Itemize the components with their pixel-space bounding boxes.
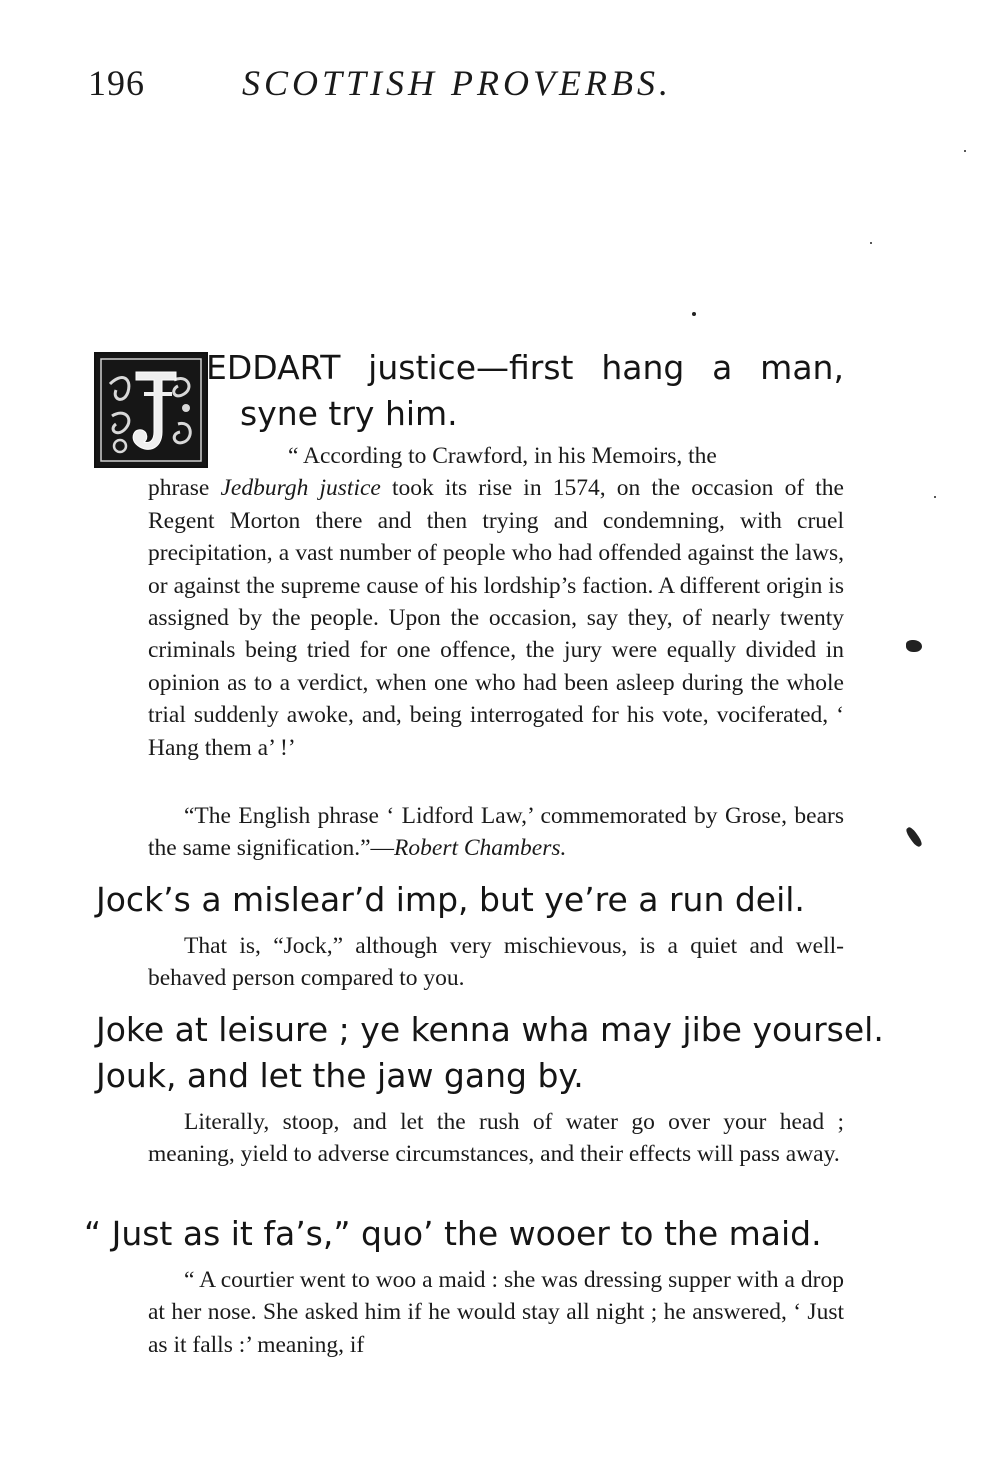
italic-phrase: Jedburgh justice [220,475,381,502]
commentary-jock [148,930,844,995]
commentary-first-line: “ According to Crawford, in his Memoirs, the [288,443,717,469]
commentary-courtier [148,1264,844,1361]
proverb-jeddart-justice [206,348,844,387]
proverb-joke-at-leisure: Joke at leisure ; ye kenna wha may jibe yoursel. [96,1010,884,1049]
commentary-text: “ A courtier went to woo a maid : she was dressing supper with a drop at her nose. She asked him if he would stay all night ; he answered, ‘ Just as it falls :’ meaning, if [148,1267,844,1358]
scan-speck [692,312,696,316]
running-title: SCOTTISH PROVERBS. [242,63,672,103]
scan-speck [964,150,966,152]
commentary-lidford [148,800,844,865]
scan-speck [906,640,922,652]
proverb-jocks-a-mislear-d-imp: Jock’s a mislear’d imp, but ye’re a run deil. [96,880,805,919]
commentary-text: Literally, stoop, and let the rush of water go over your head ; meaning, yield to adverse circumstances, and their effects will pass away. [148,1109,844,1168]
commentary-text: took its rise in 1574, on the occasion of the Regent Morton there and then trying and condemning, with cruel precipitation, a vast number of people who had offended against the laws, or against the supreme cause of his lordship’s faction. A different origin is assigned by the people. Upon the occasion, say they, of nearly twenty criminals being tried for one offence, the jury were equally divided in opinion as to a verdict, when one who had been asleep during the whole trial suddenly awoke, and, being interrogated for his vote, vociferated, ‘ Hang them a’ !’ [148,475,844,761]
commentary-body [148,472,844,764]
attribution: Robert Chambers. [394,835,567,862]
proverb-just-as-it-fas: “ Just as it fa’s,” quo’ the wooer to the maid. [84,1214,822,1253]
page-number: 196 [88,63,145,103]
proverb-word: EDDART [206,348,341,387]
proverb-word: hang [601,348,685,387]
proverb-word: justice—first [368,348,574,387]
commentary-text: “The English phrase ‘ Lidford Law,’ commemorated by Grose, bears the same signification.”— [148,803,844,862]
commentary-text: That is, “Jock,” although very mischievous, is a quiet and well-behaved person compared to you. [148,933,844,992]
scan-speck [870,242,872,244]
scan-speck [904,826,923,849]
proverb-word: man, [760,348,844,387]
scan-speck [934,496,936,498]
commentary-body [148,800,844,865]
commentary-jouk [148,1106,844,1171]
proverb-continuation: syne try him. [240,394,458,433]
proverb-word: a [712,348,733,387]
proverb-jouk-and-let-the-jaw: Jouk, and let the jaw gang by. [96,1056,584,1095]
commentary-crawford [148,440,844,764]
commentary-text: phrase [148,475,221,502]
